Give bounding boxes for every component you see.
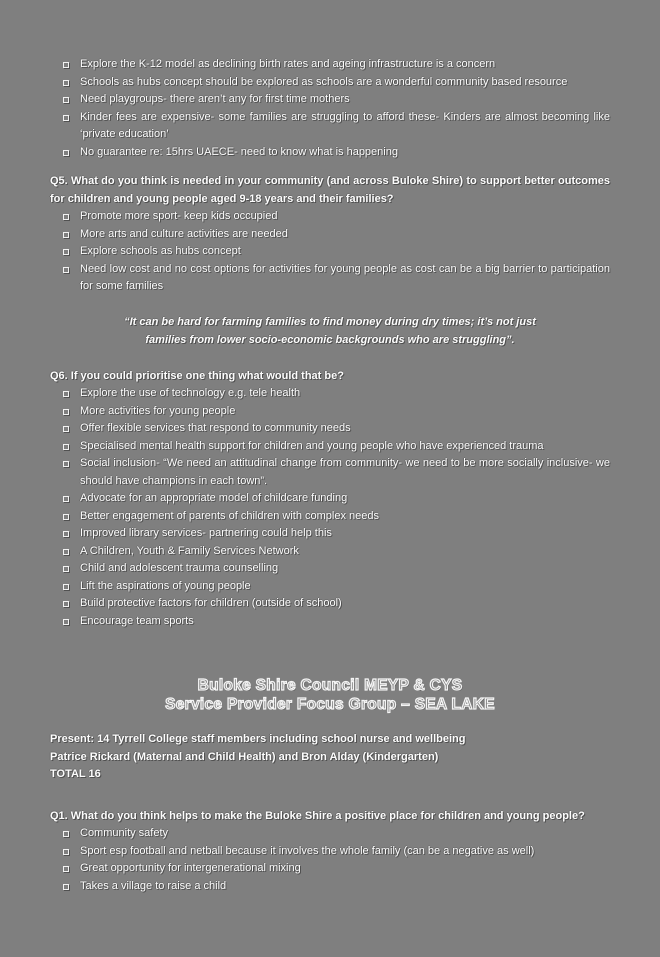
bullet-icon [63,461,69,467]
list-item-text: Explore the K-12 model as declining birth rates and ageing infrastructure is a concern [80,58,496,70]
list-item-text: Community safety [80,827,169,839]
attendees-line: Present: 14 Tyrrell College staff members including school nurse and wellbeing [50,733,466,745]
list-item [50,843,610,861]
list-item-text: More arts and culture activities are needed [80,227,288,240]
list-item [50,144,610,162]
list-item [50,385,610,403]
bullet-icon [63,444,69,450]
q5-bullet-list [50,208,610,296]
list-item [50,261,610,296]
list-item-text: Encourage team sports [80,614,194,627]
list-item [50,208,610,226]
bullet-icon [63,496,69,502]
list-item-text: Sport esp football and netball because it involves the whole family (can be a negative as well) [80,844,535,857]
list-item [50,825,610,843]
bullet-icon [63,62,69,68]
attendees-line: Patrice Rickard (Maternal and Child Health) and Bron Alday (Kindergarten) [50,750,439,763]
bullet-icon [63,391,69,397]
list-item-text: Child and adolescent trauma counselling [80,562,279,574]
question-heading-q5: Q5. What do you think is needed in your community (and across Buloke Shire) to support better outcomes for children and young people aged 9-18 years and their families? [50,175,610,205]
quote-line: “It can be hard for farming families to find money during dry times; it’s not just [124,315,536,328]
list-item [50,860,610,878]
bullet-icon [63,514,69,520]
list-item-text: Offer flexible services that respond to community needs [80,422,351,434]
bullet-icon [63,619,69,625]
bullet-icon [63,549,69,555]
list-item [50,74,610,92]
list-item-text: Social inclusion- “We need an attitudinal change from community- we need to be more socially inclusive- we should have champions in each town”. [80,457,610,487]
list-item [50,508,610,526]
bullet-icon [63,531,69,537]
document-title-line: Buloke Shire Council MEYP & CYS [197,677,463,694]
bullet-icon [63,426,69,432]
list-item-text: Great opportunity for intergenerational mixing [80,862,301,874]
list-item-text: Explore the use of technology e.g. tele health [80,387,301,399]
bullet-icon [63,267,69,273]
list-item [50,438,610,456]
document-title-line: Service Provider Focus Group – SEA LAKE [165,696,495,713]
bullet-icon [63,566,69,572]
list-item-text: More activities for young people [80,404,236,417]
bullet-icon [63,409,69,415]
list-item-text: Build protective factors for children (outside of school) [80,597,342,609]
pull-quote [112,313,549,349]
list-item-text: Schools as hubs concept should be explored as schools are a wonderful community based resource [80,75,568,88]
q1-bullet-list [50,825,610,895]
q6-bullet-list [50,385,610,630]
question-heading-q6: Q6. If you could prioritise one thing what would that be? [50,369,344,382]
list-item [50,525,610,543]
bullet-icon [63,849,69,855]
bullet-icon [63,584,69,590]
list-item-text: Lift the aspirations of young people [80,579,251,592]
list-item [50,226,610,244]
list-item [50,56,610,74]
list-item [50,560,610,578]
list-item-text: A Children, Youth & Family Services Network [80,544,299,557]
bullet-icon [63,97,69,103]
list-item-text: Need low cost and no cost options for activities for young people as cost can be a big barrier to participation for some families [80,262,610,292]
list-item-text: Better engagement of parents of children with complex needs [80,509,380,522]
list-item-text: No guarantee re: 15hrs UAECE- need to know what is happening [80,145,398,158]
question-heading-q1: Q1. What do you think helps to make the Buloke Shire a positive place for children and young people? [50,809,585,822]
document-title [50,676,610,714]
list-item [50,109,610,144]
bullet-icon [63,80,69,86]
bullet-icon [63,884,69,890]
list-item-text: Improved library services- partnering could help this [80,527,332,539]
list-item-text: Explore schools as hubs concept [80,245,241,257]
list-item-text: Takes a village to raise a child [80,879,227,892]
bullet-icon [63,150,69,156]
continuation-bullet-list [50,56,610,161]
list-item [50,455,610,490]
list-item [50,243,610,261]
list-item-text: Kinder fees are expensive- some families are struggling to afford these- Kinders are almost becoming like ‘private education’ [80,110,610,140]
bullet-icon [63,866,69,872]
list-item [50,420,610,438]
bullet-icon [63,115,69,121]
bullet-icon [63,249,69,255]
attendees-block [50,731,610,784]
attendees-total: TOTAL 16 [50,768,101,780]
list-item [50,578,610,596]
quote-line: families from lower socio-economic backgrounds who are struggling”. [145,333,515,346]
list-item [50,490,610,508]
list-item [50,543,610,561]
bullet-icon [63,601,69,607]
list-item-text: Promote more sport- keep kids occupied [80,210,278,222]
list-item-text: Need playgroups- there aren’t any for first time mothers [80,93,350,105]
list-item [50,878,610,896]
bullet-icon [63,214,69,220]
list-item [50,403,610,421]
bullet-icon [63,232,69,238]
bullet-icon [63,831,69,837]
list-item [50,595,610,613]
list-item [50,91,610,109]
list-item-text: Advocate for an appropriate model of childcare funding [80,492,348,504]
list-item-text: Specialised mental health support for children and young people who have experienced trauma [80,439,544,452]
list-item [50,613,610,631]
